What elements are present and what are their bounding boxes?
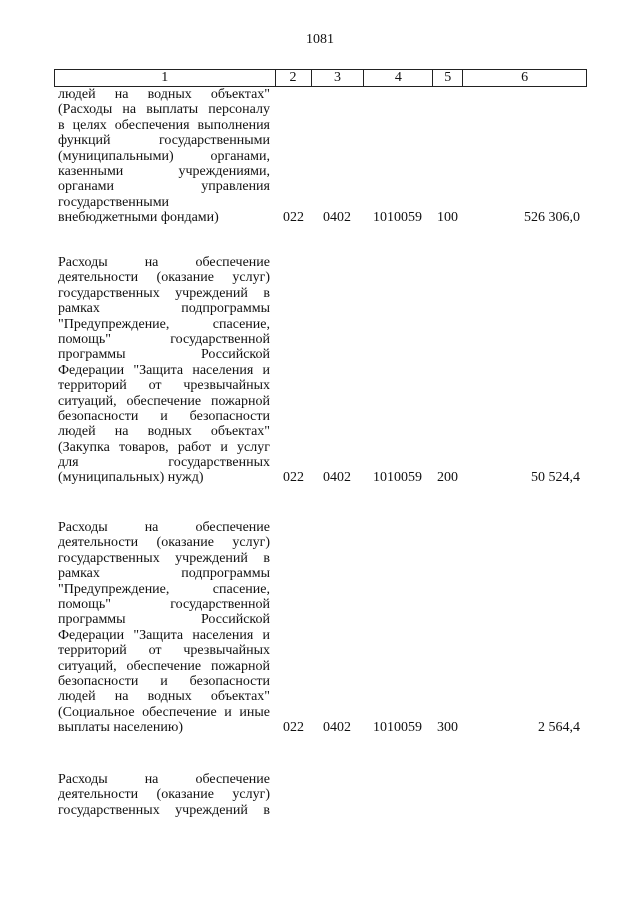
description-line: Расходы на обеспечение: [58, 520, 270, 535]
description-line: помощь" государственной: [58, 596, 270, 612]
description-line: государственных учреждений в: [58, 285, 270, 301]
header-col-3: 3: [312, 70, 365, 86]
amount-value: 50 524,4: [531, 470, 580, 486]
description-line: безопасности и безопасности: [58, 673, 270, 689]
description-line: (Расходы на выплаты персоналу: [58, 102, 270, 118]
description-line: деятельности (оказание услуг): [58, 270, 270, 286]
description-line: казенными учреждениями,: [58, 163, 270, 179]
description-line: деятельности (оказание услуг): [58, 787, 270, 803]
description-line: Расходы на обеспечение: [58, 772, 270, 787]
row-values: [58, 720, 590, 735]
target-article-code: 1010059: [373, 210, 422, 226]
table-row: [58, 87, 590, 226]
row-description: [58, 520, 270, 735]
description-line: в целях обеспечения выполнения: [58, 117, 270, 133]
expense-type-code: 300: [437, 720, 458, 736]
expense-type-code: 200: [437, 470, 458, 486]
ministry-code: 022: [283, 470, 304, 486]
table-row: [58, 520, 590, 735]
description-line: Расходы на обеспечение: [58, 255, 270, 270]
header-col-5: 5: [433, 70, 463, 86]
amount-value: 2 564,4: [538, 720, 580, 736]
target-article-code: 1010059: [373, 470, 422, 486]
description-line: (Закупка товаров, работ и услуг: [58, 439, 270, 455]
row-values: [58, 470, 590, 485]
description-line: "Предупреждение, спасение,: [58, 316, 270, 332]
description-line: (муниципальными) органами,: [58, 148, 270, 164]
description-line: территорий от чрезвычайных: [58, 643, 270, 659]
description-line: для государственных: [58, 455, 270, 471]
page-number: 1081: [306, 32, 334, 47]
header-col-2: 2: [276, 70, 312, 86]
description-line: (муниципальных) нужд): [58, 470, 204, 486]
description-line: людей на водных объектах": [58, 689, 270, 705]
description-line: государственных учреждений в: [58, 802, 270, 818]
description-line: помощь" государственной: [58, 331, 270, 347]
description-line: безопасности и безопасности: [58, 408, 270, 424]
section-code: 0402: [323, 720, 351, 736]
description-line: выплаты населению): [58, 720, 183, 736]
table-row: [58, 255, 590, 486]
description-line: ситуаций, обеспечение пожарной: [58, 658, 270, 674]
description-line: ситуаций, обеспечение пожарной: [58, 393, 270, 409]
target-article-code: 1010059: [373, 720, 422, 736]
section-code: 0402: [323, 470, 351, 486]
ministry-code: 022: [283, 720, 304, 736]
row-description: [58, 87, 270, 226]
table-row: [58, 772, 590, 818]
description-line: внебюджетными фондами): [58, 210, 219, 226]
description-line: Федерации "Защита населения и: [58, 627, 270, 643]
description-line: Федерации "Защита населения и: [58, 362, 270, 378]
description-line: государственных учреждений в: [58, 550, 270, 566]
description-line: программы Российской: [58, 347, 270, 363]
header-col-1: 1: [55, 70, 276, 86]
expense-type-code: 100: [437, 210, 458, 226]
description-line: органами управления: [58, 179, 270, 195]
row-description: [58, 772, 270, 818]
description-line: "Предупреждение, спасение,: [58, 581, 270, 597]
description-line: государственными: [58, 194, 170, 210]
ministry-code: 022: [283, 210, 304, 226]
row-values: [58, 210, 590, 225]
amount-value: 526 306,0: [524, 210, 580, 226]
description-line: рамках подпрограммы: [58, 566, 270, 582]
description-line: людей на водных объектах": [58, 424, 270, 440]
description-line: рамках подпрограммы: [58, 301, 270, 317]
description-line: (Социальное обеспечение и иные: [58, 704, 270, 720]
row-description: [58, 255, 270, 486]
section-code: 0402: [323, 210, 351, 226]
description-line: деятельности (оказание услуг): [58, 535, 270, 551]
header-col-4: 4: [364, 70, 433, 86]
description-line: людей на водных объектах": [58, 87, 270, 102]
description-line: программы Российской: [58, 612, 270, 628]
header-col-6: 6: [463, 70, 587, 86]
description-line: функций государственными: [58, 133, 270, 149]
description-line: территорий от чрезвычайных: [58, 378, 270, 394]
table-header-row: [54, 69, 587, 87]
